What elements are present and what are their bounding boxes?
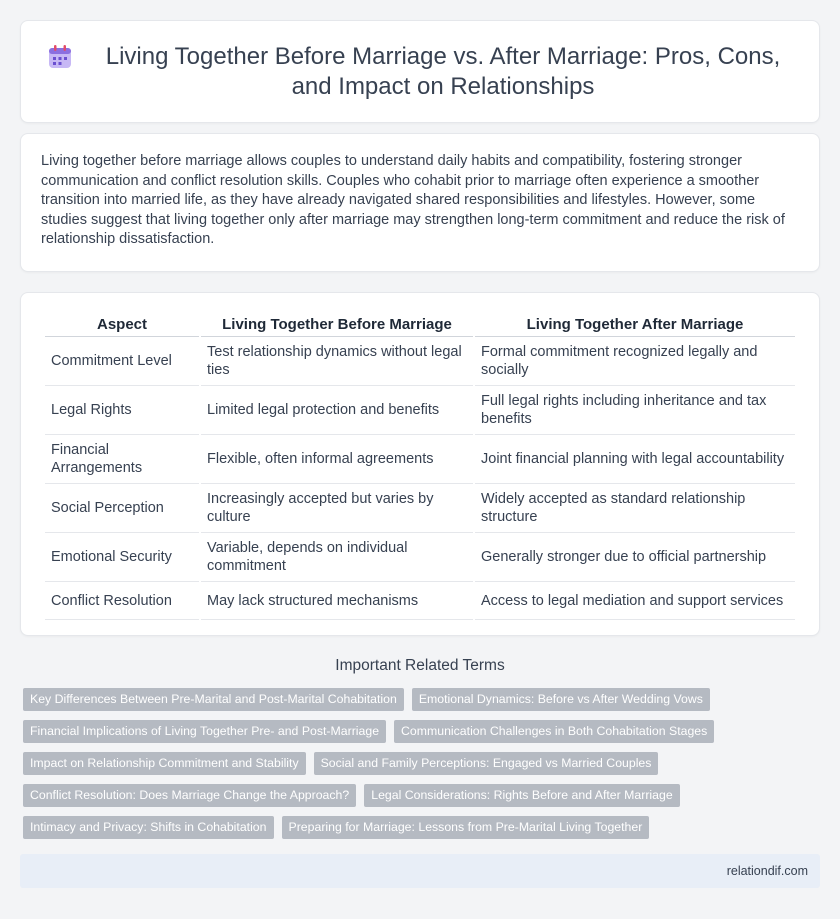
tag-row [23, 784, 813, 807]
intro-card [20, 133, 820, 272]
related-term-link[interactable]: Impact on Relationship Commitment and Stability [23, 752, 306, 775]
related-term-link[interactable]: Preparing for Marriage: Lessons from Pre-Marital Living Together [282, 816, 650, 839]
table-cell: Conflict Resolution [45, 582, 199, 620]
tag-row [23, 720, 813, 743]
related-terms-list [23, 688, 813, 848]
table-cell: Test relationship dynamics without legal ties [201, 337, 473, 386]
related-term-link[interactable]: Legal Considerations: Rights Before and After Marriage [364, 784, 679, 807]
tag-row [23, 752, 813, 775]
footer [20, 854, 820, 888]
intro-paragraph: Living together before marriage allows couples to understand daily habits and compatibility, fostering stronger communication and conflict resolution skills. Couples who cohabit prior to marriage often experience a smoother transition into married life, as they have already navigated shared responsibilities and lifestyles. However, some studies suggest that living together only after marriage may strengthen long-term commitment and reduce the risk of relationship dissatisfaction. [41, 153, 785, 248]
table-cell: Emotional Security [45, 533, 199, 582]
title-card [20, 20, 820, 123]
table-cell: Widely accepted as standard relationship structure [475, 484, 795, 533]
table-cell: Increasingly accepted but varies by culture [201, 484, 473, 533]
related-term-link[interactable]: Financial Implications of Living Together Pre- and Post-Marriage [23, 720, 386, 743]
table-cell: Legal Rights [45, 386, 199, 435]
comparison-table-card [20, 292, 820, 636]
table-cell: Generally stronger due to official partnership [475, 533, 795, 582]
related-term-link[interactable]: Emotional Dynamics: Before vs After Wedding Vows [412, 688, 710, 711]
related-term-link[interactable]: Conflict Resolution: Does Marriage Change the Approach? [23, 784, 356, 807]
table-cell: Full legal rights including inheritance and tax benefits [475, 386, 795, 435]
table-row [45, 386, 795, 435]
page-title: Living Together Before Marriage vs. After Marriage: Pros, Cons, and Impact on Relationships [105, 42, 781, 100]
table-cell: Flexible, often informal agreements [201, 435, 473, 484]
header-after-marriage: Living Together After Marriage [475, 311, 795, 337]
header-aspect: Aspect [45, 311, 199, 337]
table-cell: May lack structured mechanisms [201, 582, 473, 620]
header-before-marriage: Living Together Before Marriage [201, 311, 473, 337]
table-row [45, 484, 795, 533]
table-cell: Variable, depends on individual commitment [201, 533, 473, 582]
related-term-link[interactable]: Key Differences Between Pre-Marital and Post-Marital Cohabitation [23, 688, 404, 711]
table-cell: Joint financial planning with legal accountability [475, 435, 795, 484]
table-row [45, 582, 795, 620]
table-cell: Commitment Level [45, 337, 199, 386]
footer-site-link[interactable]: relationdif.com [726, 864, 808, 878]
tag-row [23, 688, 813, 711]
calendar-icon [47, 44, 73, 70]
table-row [45, 435, 795, 484]
table-cell: Limited legal protection and benefits [201, 386, 473, 435]
comparison-table [43, 311, 797, 620]
related-term-link[interactable]: Intimacy and Privacy: Shifts in Cohabitation [23, 816, 274, 839]
table-cell: Formal commitment recognized legally and socially [475, 337, 795, 386]
related-term-link[interactable]: Social and Family Perceptions: Engaged vs Married Couples [314, 752, 659, 775]
table-cell: Access to legal mediation and support services [475, 582, 795, 620]
tag-row [23, 816, 813, 839]
related-term-link[interactable]: Communication Challenges in Both Cohabitation Stages [394, 720, 714, 743]
table-cell: Financial Arrangements [45, 435, 199, 484]
related-terms-heading: Important Related Terms [335, 657, 505, 674]
table-cell: Social Perception [45, 484, 199, 533]
table-header-row [45, 311, 795, 337]
table-row [45, 337, 795, 386]
table-row [45, 533, 795, 582]
